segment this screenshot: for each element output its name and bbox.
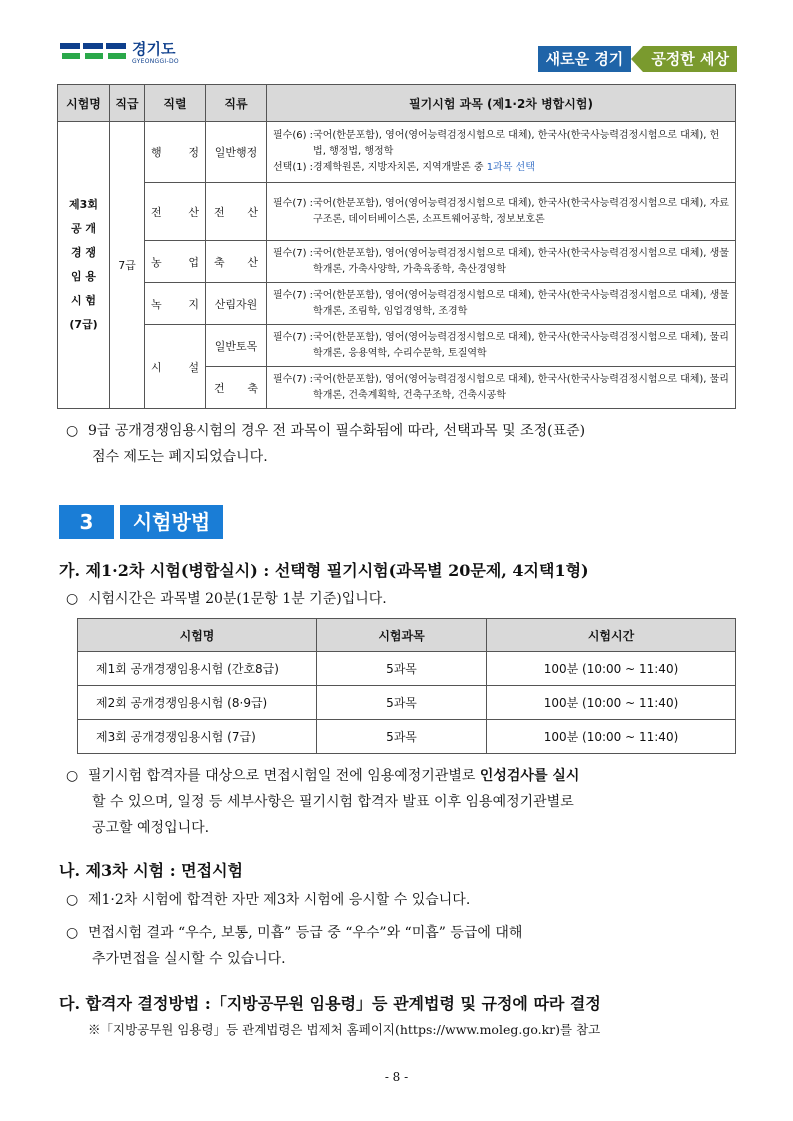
kind-cell [206, 367, 267, 409]
gyeonggi-logo-mark-icon [60, 40, 126, 66]
series-char: 녹 [151, 297, 162, 311]
exam-name-line: 임 용 [70, 270, 97, 283]
series-char: 행 [151, 146, 162, 159]
subject-text: 국어(한문포함), 영어(영어능력검정시험으로 대체), 한국사(한국사능력검정시험으로 대체), 자료구조론, 데이터베이스론, 소프트웨어공학, 정보보호론 [313, 197, 729, 225]
table-row [78, 652, 736, 686]
slogan-part-b: 공정한 세상 [643, 46, 737, 72]
subject-label: 필수(7) : [273, 373, 314, 385]
logo-english-text: GYEONGGI-DO [132, 57, 179, 65]
slogan-banner [538, 46, 737, 72]
table-header: 직급 [110, 85, 145, 122]
elective-highlight: 1과목 선택 [486, 162, 535, 173]
gyeonggi-logo [60, 40, 179, 66]
exam-time: 100분 (10:00 ~ 11:40) [487, 720, 736, 754]
exam-time-note [66, 586, 387, 612]
series-cell [145, 325, 206, 409]
kind-cell: 일반토목 [206, 325, 267, 367]
subject-cell [267, 122, 736, 183]
table-header: 시험시간 [487, 619, 736, 652]
note-line: 추가면접을 실시할 수 있습니다. [92, 951, 286, 967]
exam-name-line: 시 험 [70, 294, 97, 307]
subject-cell [267, 241, 736, 283]
subsection-b-title: 나. 제3차 시험 : 면접시험 [59, 861, 243, 880]
subject-label: 필수(7) : [273, 289, 314, 301]
written-exam-subject-table [57, 84, 736, 409]
bullet-icon: ○ [66, 768, 79, 784]
series-char: 설 [188, 360, 199, 374]
bullet-icon: ○ [66, 591, 79, 607]
exam-schedule-table [77, 618, 736, 754]
note-line: 점수 제도는 폐지되었습니다. [92, 449, 268, 465]
table-row [78, 720, 736, 754]
note-line: 시험시간은 과목별 20분(1문항 1분 기준)입니다. [88, 591, 387, 607]
subject-cell [267, 325, 736, 367]
table-header: 직류 [206, 85, 267, 122]
kind-char: 건 [214, 381, 225, 395]
table-row [78, 686, 736, 720]
interview-note [66, 887, 746, 972]
subject-label: 필수(7) : [273, 197, 314, 209]
note-line: 공고할 예정입니다. [92, 820, 210, 836]
series-char: 전 [151, 205, 162, 219]
slogan-chevron-icon [631, 46, 643, 72]
series-cell [145, 122, 206, 183]
kind-char: 축 [247, 381, 258, 395]
page-header [0, 0, 793, 84]
exam-subjects: 5과목 [317, 652, 487, 686]
subject-text: 국어(한문포함), 영어(영어능력검정시험으로 대체), 한국사(한국사능력검정시험으로 대체), 생물학개론, 가축사양학, 가축육종학, 축산경영학 [313, 247, 729, 275]
table-header: 시험명 [78, 619, 317, 652]
subject-text: 국어(한문포함), 영어(영어능력검정시험으로 대체), 한국사(한국사능력검정시험으로 대체), 물리학개론, 응용역학, 수리수문학, 토질역학 [313, 331, 729, 359]
kind-cell [206, 241, 267, 283]
series-char: 정 [188, 146, 199, 159]
series-cell [145, 183, 206, 241]
kind-cell [206, 183, 267, 241]
bullet-icon: ○ [66, 925, 79, 941]
note-9th-grade [66, 418, 746, 470]
note-line: 필기시험 합격자를 대상으로 면접시험일 전에 임용예정기관별로 [88, 768, 480, 784]
note-line: 면접시험 결과 “우수, 보통, 미흡” 등급 중 “우수”와 “미흡” 등급에 대해 [88, 925, 523, 941]
series-char: 업 [188, 255, 199, 269]
section-number: 3 [59, 505, 114, 539]
section-title: 시험방법 [120, 505, 223, 539]
note-line: 제1·2차 시험에 합격한 자만 제3차 시험에 응시할 수 있습니다. [88, 892, 471, 908]
slogan-part-a: 새로운 경기 [538, 46, 632, 72]
exam-name-line: 제3회 [69, 198, 98, 211]
exam-subjects: 5과목 [317, 686, 487, 720]
exam-subjects: 5과목 [317, 720, 487, 754]
series-char: 산 [188, 205, 199, 219]
subject-cell [267, 367, 736, 409]
exam-name-line: 공 개 [70, 222, 97, 235]
subject-text: 국어(한문포함), 영어(영어능력검정시험으로 대체), 한국사(한국사능력검정시험으로 대체), 생물학개론, 조림학, 임업경영학, 조경학 [313, 289, 729, 317]
grade-cell: 7급 [110, 122, 145, 409]
exam-name-line: (7급) [69, 318, 98, 331]
subject-label: 필수(6) : [273, 130, 314, 141]
series-cell [145, 241, 206, 283]
note-line: 할 수 있으며, 일정 등 세부사항은 필기시험 합격자 발표 이후 임용예정기관별로 [92, 794, 574, 810]
exam-name: 제2회 공개경쟁임용시험 (8·9급) [78, 686, 317, 720]
bullet-icon: ○ [66, 892, 79, 908]
kind-char: 산 [247, 255, 258, 269]
exam-name: 제3회 공개경쟁임용시험 (7급) [78, 720, 317, 754]
series-char: 지 [188, 297, 199, 311]
subject-text: 국어(한문포함), 영어(영어능력검정시험으로 대체), 한국사(한국사능력검정시험으로 대체), 헌법, 행정법, 행정학 [313, 130, 720, 157]
subsection-c-title: 다. 합격자 결정방법 :「지방공무원 임용령」등 관계법령 및 규정에 따라 결정 [59, 994, 601, 1013]
exam-name: 제1회 공개경쟁임용시험 (간호8급) [78, 652, 317, 686]
series-char: 농 [151, 255, 162, 269]
exam-time: 100분 (10:00 ~ 11:40) [487, 652, 736, 686]
reference-note: ※「지방공무원 임용령」등 관계법령은 법제처 홈페이지(https://www.moleg.go.kr)를 참고 [88, 1022, 601, 1037]
series-char: 시 [151, 360, 162, 374]
logo-korean-text: 경기도 [132, 39, 176, 58]
kind-char: 산 [247, 205, 258, 219]
subsection-a-title: 가. 제1·2차 시험(병합실시) : 선택형 필기시험(과목별 20문제, 4지택1형) [59, 561, 589, 580]
kind-cell: 산림자원 [206, 283, 267, 325]
subject-label: 필수(7) : [273, 247, 314, 259]
subject-text: 경제학원론, 지방자치론, 지역개발론 중 [313, 162, 487, 173]
subject-label: 필수(7) : [273, 331, 314, 343]
kind-cell: 일반행정 [206, 122, 267, 183]
section-heading [59, 505, 223, 539]
exam-name-line: 경 쟁 [70, 246, 97, 259]
series-cell [145, 283, 206, 325]
page-number: - 8 - [384, 1070, 409, 1084]
subject-cell [267, 183, 736, 241]
exam-time: 100분 (10:00 ~ 11:40) [487, 686, 736, 720]
exam-name-cell [58, 122, 110, 409]
kind-char: 축 [214, 255, 225, 269]
note-emphasis: 인성검사를 실시 [479, 768, 580, 784]
bullet-icon: ○ [66, 423, 79, 439]
table-header: 직렬 [145, 85, 206, 122]
table-header: 시험과목 [317, 619, 487, 652]
note-line: 9급 공개경쟁임용시험의 경우 전 과목이 필수화됨에 따라, 선택과목 및 조정(표준) [88, 423, 586, 439]
table-header: 시험명 [58, 85, 110, 122]
subject-label: 선택(1) : [273, 162, 314, 173]
personality-test-note [66, 763, 746, 841]
subject-text: 국어(한문포함), 영어(영어능력검정시험으로 대체), 한국사(한국사능력검정시험으로 대체), 물리학개론, 건축계획학, 건축구조학, 건축시공학 [313, 373, 729, 401]
kind-char: 전 [214, 205, 225, 219]
table-header: 필기시험 과목 (제1·2차 병합시험) [267, 85, 736, 122]
subject-cell [267, 283, 736, 325]
